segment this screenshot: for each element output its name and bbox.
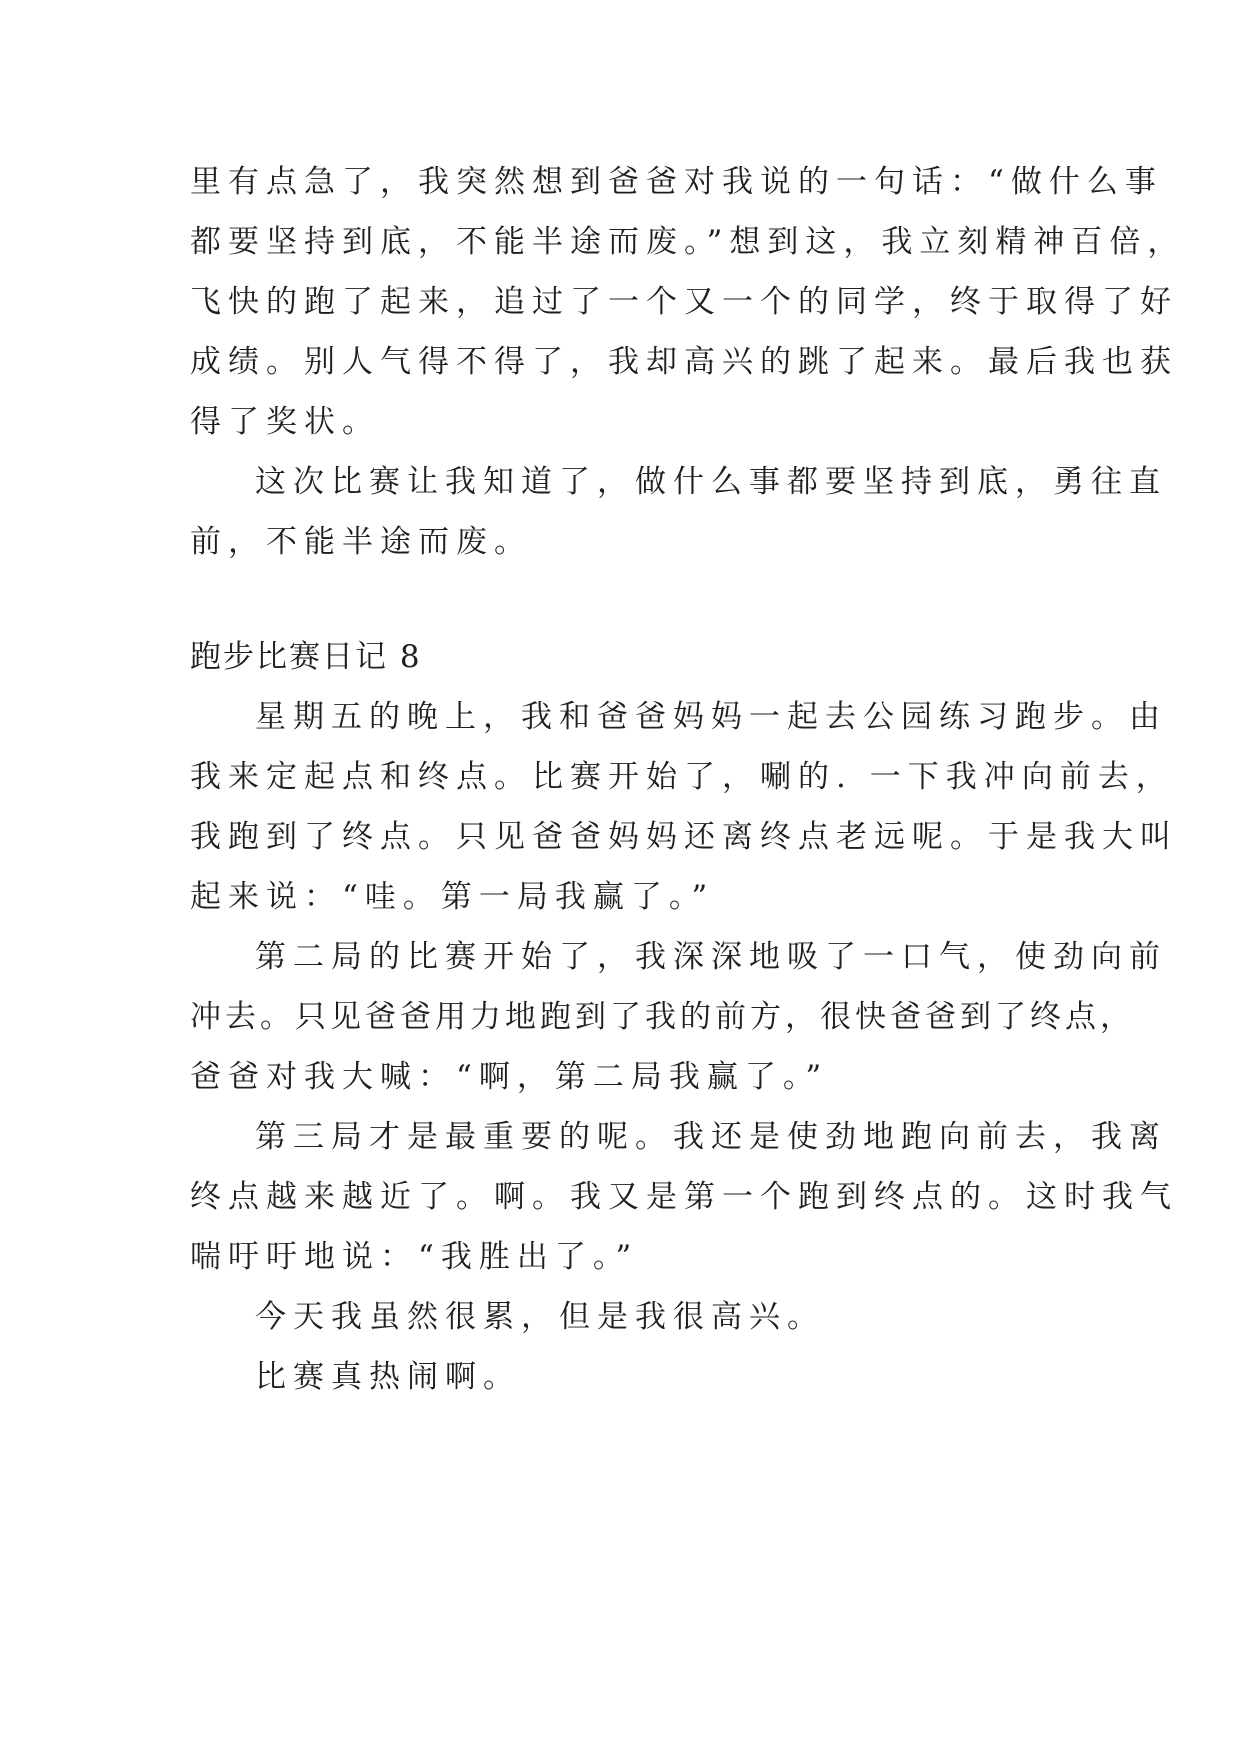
paragraph-start-line: 今天我虽然很累，但是我很高兴。: [255, 1299, 825, 1335]
paragraph-start-line: 第二局的比赛开始了，我深深地吸了一口气，使劲向前: [255, 939, 1167, 975]
section-heading: 跑步比赛日记 8: [190, 639, 422, 675]
text-line: 喘吁吁地说：“我胜出了。”: [190, 1239, 639, 1275]
text-line: 终点越来越近了。啊。我又是第一个跑到终点的。这时我气: [190, 1179, 1178, 1215]
text-line: 前，不能半途而废。: [190, 524, 532, 560]
paragraph-start-line: 这次比赛让我知道了，做什么事都要坚持到底，勇往直: [255, 464, 1167, 500]
paragraph-start-line: 比赛真热闹啊。: [255, 1359, 521, 1395]
paragraph-start-line: 星期五的晚上，我和爸爸妈妈一起去公园练习跑步。由: [255, 699, 1167, 735]
text-line: 爸爸对我大喊：“啊，第二局我赢了。”: [190, 1059, 829, 1095]
paragraph-start-line: 第三局才是最重要的呢。我还是使劲地跑向前去，我离: [255, 1119, 1167, 1155]
text-line: 里有点急了，我突然想到爸爸对我说的一句话：“做什么事: [190, 164, 1163, 200]
text-line: 得了奖状。: [190, 404, 380, 440]
text-line: 冲去。只见爸爸用力地跑到了我的前方，很快爸爸到了终点，: [190, 999, 1135, 1035]
text-line: 都要坚持到底，不能半途而废。”想到这，我立刻精神百倍，: [190, 224, 1186, 260]
text-line: 飞快的跑了起来，追过了一个又一个的同学，终于取得了好: [190, 284, 1178, 320]
text-line: 我跑到了终点。只见爸爸妈妈还离终点老远呢。于是我大叫: [190, 819, 1178, 855]
text-line: 成绩。别人气得不得了，我却高兴的跳了起来。最后我也获: [190, 344, 1178, 380]
text-line: 起来说：“哇。第一局我赢了。”: [190, 879, 715, 915]
text-line: 我来定起点和终点。比赛开始了，唰的. 一下我冲向前去，: [190, 759, 1174, 795]
